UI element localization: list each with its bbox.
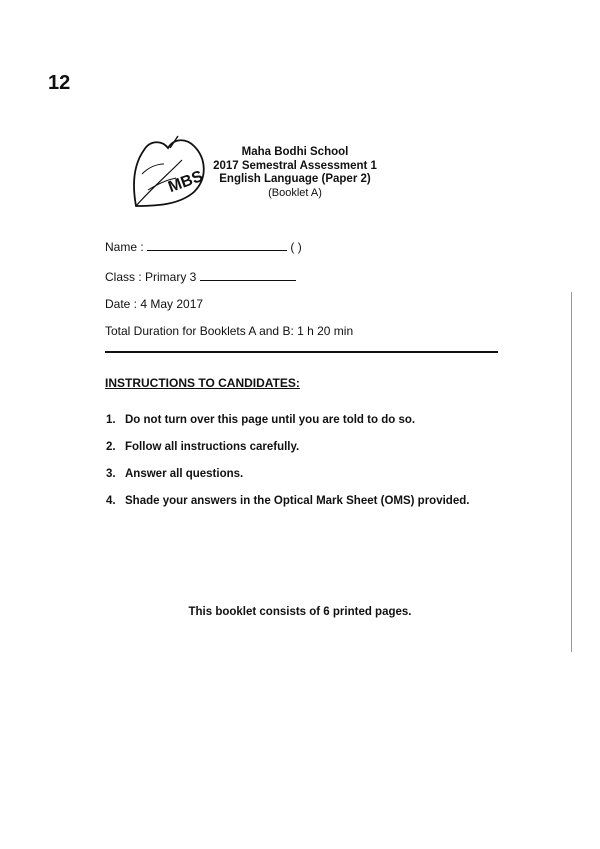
name-label: Name : <box>105 240 144 254</box>
page-number: 12 <box>48 72 71 94</box>
class-label: Class : Primary 3 <box>105 270 197 284</box>
duration-text: Total Duration for Booklets A and B: 1 h 20 min <box>105 324 354 338</box>
item-number: 3. <box>106 468 116 480</box>
name-blank[interactable] <box>147 240 287 251</box>
item-number: 1. <box>106 414 116 426</box>
booklet-label: (Booklet A) <box>268 186 322 199</box>
item-text: Shade your answers in the Optical Mark Sheet (OMS) provided. <box>125 495 470 507</box>
item-text: Follow all instructions carefully. <box>125 441 300 453</box>
index-bracket: ( ) <box>290 240 302 254</box>
item-text: Do not turn over this page until you are told to do so. <box>125 414 416 426</box>
logo-text: MBS <box>166 167 206 197</box>
item-text: Answer all questions. <box>125 468 244 480</box>
school-name: Maha Bodhi School <box>241 146 349 158</box>
item-number: 4. <box>106 495 116 507</box>
list-item <box>106 468 469 495</box>
list-item <box>106 414 469 441</box>
scan-artifact-line <box>571 292 572 652</box>
instructions-heading: INSTRUCTIONS TO CANDIDATES: <box>105 376 300 390</box>
class-field <box>105 270 296 284</box>
item-number: 2. <box>106 441 116 453</box>
class-blank[interactable] <box>200 270 296 281</box>
divider <box>105 351 498 353</box>
paper-title: English Language (Paper 2) <box>219 173 371 185</box>
name-field <box>105 240 302 254</box>
date-field: Date : 4 May 2017 <box>105 297 204 311</box>
list-item <box>106 495 469 522</box>
leaf-crest-icon <box>130 134 212 210</box>
instructions-list <box>106 414 469 522</box>
assessment-title: 2017 Semestral Assessment 1 <box>213 159 377 172</box>
list-item <box>106 441 469 468</box>
document-header <box>205 146 385 200</box>
page-count-note: This booklet consists of 6 printed pages. <box>188 606 412 618</box>
